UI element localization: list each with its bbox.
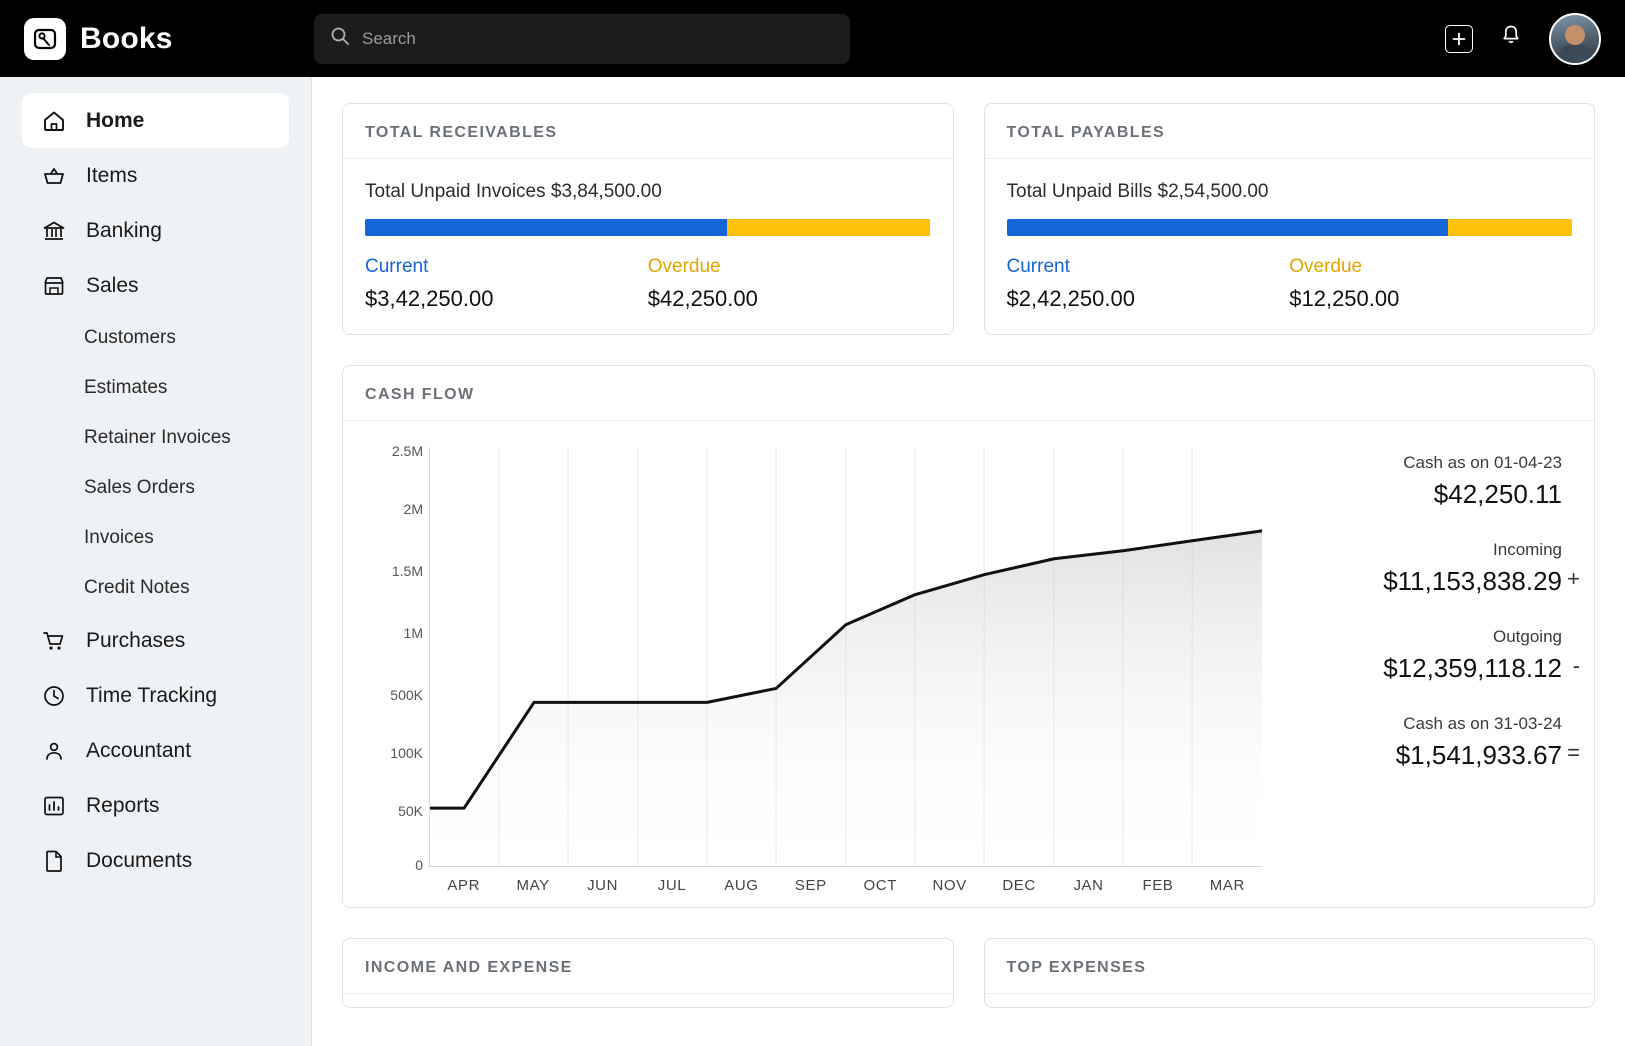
sidebar-item-purchases[interactable] — [22, 613, 289, 668]
sidebar-item-accountant[interactable] — [22, 723, 289, 778]
sidebar-item-retainer-invoices[interactable] — [0, 413, 311, 463]
receivables-overdue — [648, 256, 931, 312]
user-avatar[interactable] — [1549, 13, 1601, 65]
unpaid-bills-summary: Total Unpaid Bills $2,54,500.00 — [1006, 181, 1269, 202]
legend-label: Current — [1006, 256, 1070, 277]
brand[interactable] — [24, 18, 300, 60]
bottom-cards-row — [342, 938, 1595, 1008]
y-tick: 2M — [403, 501, 423, 517]
legend-label: Overdue — [647, 256, 721, 277]
search-input[interactable] — [362, 29, 834, 49]
x-tick: MAY — [516, 877, 550, 894]
chart-plot-area — [429, 447, 1262, 867]
sidebar-item-label: Banking — [86, 218, 162, 242]
sidebar-subitem-label: Customers — [84, 327, 176, 348]
legend-value: $3,42,250.00 — [365, 286, 494, 311]
payables-current-segment — [1007, 219, 1448, 236]
incoming-value: $11,153,838.29 — [1383, 566, 1562, 596]
sidebar-item-credit-notes[interactable] — [0, 563, 311, 613]
chart-y-axis — [365, 443, 423, 873]
payables-current — [1007, 256, 1290, 312]
card-title: TOTAL PAYABLES — [985, 104, 1595, 159]
closing-cash-label: Cash as on 31-03-24 — [1403, 714, 1562, 733]
sidebar-item-label: Purchases — [86, 628, 186, 652]
sidebar-subitem-label: Retainer Invoices — [84, 427, 231, 448]
x-tick: DEC — [1002, 877, 1036, 894]
items-icon — [40, 163, 68, 189]
y-tick: 1M — [403, 625, 423, 641]
receivables-legend — [365, 256, 931, 312]
x-tick: JAN — [1073, 877, 1104, 894]
card-title: INCOME AND EXPENSE — [343, 939, 953, 994]
home-icon — [40, 108, 68, 134]
receivables-current-segment — [365, 219, 727, 236]
closing-cash-value-row — [1296, 740, 1580, 771]
cash-flow-chart — [365, 443, 1272, 897]
payables-progress-bar — [1007, 219, 1573, 236]
sidebar-item-label: Documents — [86, 848, 193, 872]
search-icon — [330, 26, 350, 51]
sidebar — [0, 77, 312, 1046]
sidebar-item-label: Items — [86, 163, 138, 187]
y-tick: 0 — [415, 857, 423, 873]
x-tick: MAR — [1209, 877, 1245, 894]
chart-x-axis — [429, 877, 1262, 894]
receivables-current — [365, 256, 648, 312]
accountant-icon — [40, 738, 68, 764]
incoming-label: Incoming — [1493, 540, 1562, 559]
card-title: TOP EXPENSES — [985, 939, 1595, 994]
x-tick: JUL — [657, 877, 687, 894]
sidebar-item-customers[interactable] — [0, 313, 311, 363]
y-tick: 2.5M — [391, 443, 423, 459]
x-tick: OCT — [863, 877, 897, 894]
legend-value: $12,250.00 — [1289, 286, 1400, 311]
bell-icon[interactable] — [1499, 23, 1523, 54]
x-tick: AUG — [724, 877, 759, 894]
sidebar-item-items[interactable] — [22, 148, 289, 203]
sidebar-subitem-label: Estimates — [84, 377, 168, 398]
sidebar-item-time-tracking[interactable] — [22, 668, 289, 723]
sidebar-item-sales-orders[interactable] — [0, 463, 311, 513]
card-body — [343, 159, 953, 334]
top-right-actions — [1445, 13, 1601, 65]
kpi-row — [342, 103, 1595, 335]
y-tick: 500K — [390, 687, 423, 703]
x-tick: JUN — [587, 877, 619, 894]
clock-icon — [40, 683, 68, 709]
sidebar-item-reports[interactable] — [22, 778, 289, 833]
total-receivables-card — [342, 103, 954, 335]
x-tick: SEP — [794, 877, 827, 894]
plus-icon[interactable] — [1445, 25, 1473, 53]
top-expenses-card — [984, 938, 1596, 1008]
legend-value: $42,250.00 — [647, 286, 758, 311]
cart-icon — [40, 628, 68, 654]
books-logo-icon — [24, 18, 66, 60]
store-icon — [40, 273, 68, 299]
y-tick: 1.5M — [391, 563, 423, 579]
chart-svg — [430, 447, 1262, 866]
sidebar-item-documents[interactable] — [22, 833, 289, 888]
sidebar-item-invoices[interactable] — [0, 513, 311, 563]
legend-label: Current — [365, 256, 429, 277]
sidebar-item-label: Home — [86, 108, 145, 132]
document-icon — [40, 848, 68, 874]
card-title: TOTAL RECEIVABLES — [343, 104, 953, 159]
sidebar-item-banking[interactable] — [22, 203, 289, 258]
app-name: Books — [80, 21, 173, 55]
y-tick: 100K — [390, 745, 423, 761]
payables-overdue — [1289, 256, 1572, 312]
bank-icon — [40, 218, 68, 244]
unpaid-invoices-summary: Total Unpaid Invoices $3,84,500.00 — [365, 181, 662, 202]
income-and-expense-card — [342, 938, 954, 1008]
sidebar-item-label: Accountant — [86, 738, 192, 762]
sidebar-item-home[interactable] — [22, 93, 289, 148]
sidebar-item-estimates[interactable] — [0, 363, 311, 413]
sidebar-item-sales[interactable] — [22, 258, 289, 313]
cash-flow-card — [342, 365, 1595, 908]
cash-flow-summary — [1272, 447, 1580, 897]
outgoing-label: Outgoing — [1493, 627, 1562, 646]
search-box[interactable] — [314, 14, 850, 64]
receivables-progress-bar — [365, 219, 931, 236]
reports-icon — [40, 793, 68, 819]
x-tick: APR — [447, 877, 481, 894]
main-content — [312, 77, 1625, 1046]
outgoing-value-row — [1296, 653, 1580, 684]
sidebar-subitem-label: Sales Orders — [84, 477, 195, 498]
payables-legend — [1007, 256, 1573, 312]
outgoing-value: $12,359,118.12 — [1383, 653, 1562, 683]
opening-cash-value: $42,250.11 — [1433, 479, 1562, 509]
receivables-overdue-segment — [727, 219, 931, 236]
x-tick: FEB — [1142, 877, 1174, 894]
sidebar-subitem-label: Credit Notes — [84, 577, 190, 598]
sidebar-item-label: Time Tracking — [86, 683, 218, 707]
closing-cash-value: $1,541,933.67 — [1395, 740, 1562, 770]
cash-flow-body — [343, 421, 1594, 907]
card-body — [985, 159, 1595, 334]
x-tick: NOV — [932, 877, 967, 894]
total-payables-card — [984, 103, 1596, 335]
legend-label: Overdue — [1289, 256, 1363, 277]
payables-overdue-segment — [1448, 219, 1572, 236]
y-tick: 50K — [398, 803, 423, 819]
card-title: CASH FLOW — [343, 366, 1594, 421]
incoming-sign: + — [1567, 566, 1580, 591]
sidebar-item-label: Reports — [86, 793, 160, 817]
incoming-value-row — [1296, 566, 1580, 597]
closing-sign: = — [1567, 740, 1580, 765]
legend-value: $2,42,250.00 — [1006, 286, 1135, 311]
sidebar-subitem-label: Invoices — [84, 527, 154, 548]
top-bar — [0, 0, 1625, 77]
opening-cash-label: Cash as on 01-04-23 — [1403, 453, 1562, 472]
outgoing-sign: - — [1572, 653, 1580, 678]
page-body — [0, 77, 1625, 1046]
sidebar-item-label: Sales — [86, 273, 139, 297]
